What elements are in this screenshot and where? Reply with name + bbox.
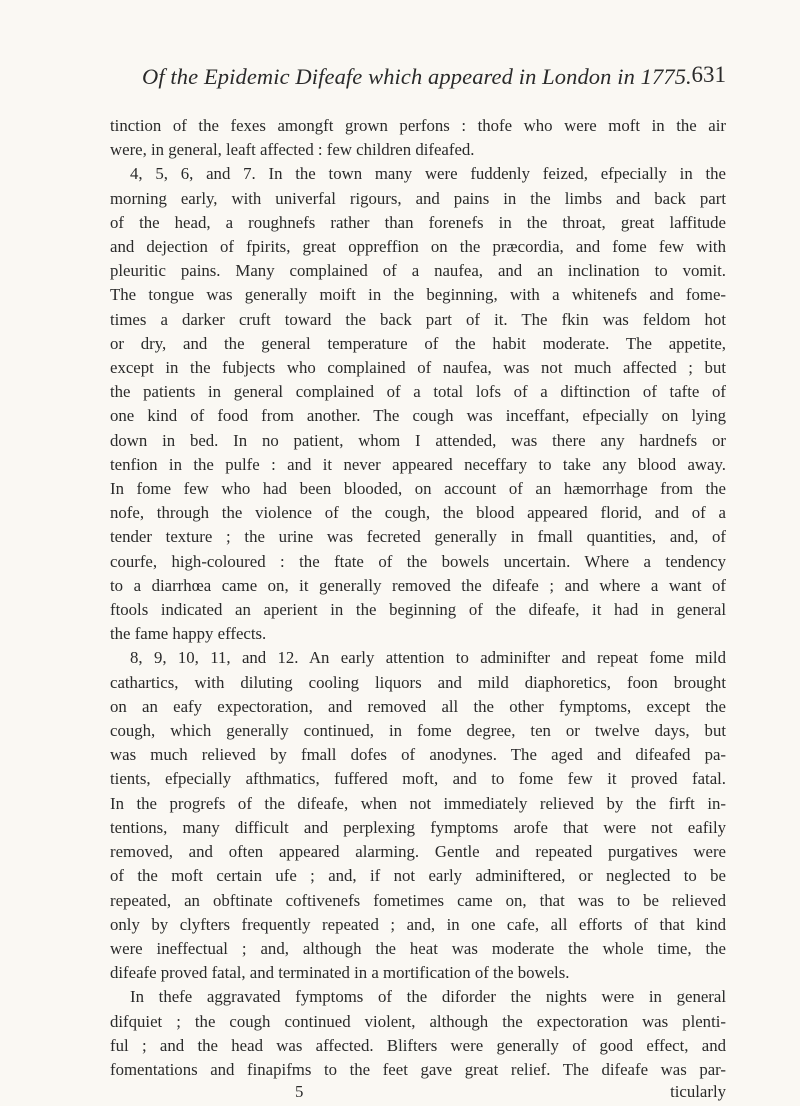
text-line: repeated, an obftinate coftivenefs fometimes came on, that was to be relieved xyxy=(110,890,726,910)
text-line: In fome few who had been blooded, on account of an hæmorrhage from the xyxy=(110,479,726,499)
text-line: only by clyfters frequently repeated ; and, in one cafe, all efforts of that kind xyxy=(110,914,726,934)
text-line: or dry, and the general temperature of the habit moderate. The appetite, xyxy=(110,333,726,353)
text-line: courfe, high-coloured : the ftate of the bowels uncertain. Where a tendency xyxy=(110,551,726,571)
text-line: of the head, a roughnefs rather than forenefs in the throat, great laffitude xyxy=(110,212,726,232)
running-head xyxy=(110,62,726,96)
text-line: were, in general, leaft affected : few children difeafed. xyxy=(110,140,475,160)
text-line: difquiet ; the cough continued violent, although the expectoration was plenti- xyxy=(110,1011,726,1031)
text-line: tinction of the fexes amongft grown perfons : thofe who were moft in the air xyxy=(110,116,726,135)
text-line: cathartics, with diluting cooling liquors and mild diaphoretics, foon brought xyxy=(110,672,726,692)
text-line: 4, 5, 6, and 7. In the town many were fuddenly feized, efpecially in the xyxy=(130,164,726,184)
text-line: ftools indicated an aperient in the beginning of the difeafe, it had in general xyxy=(110,600,726,620)
catchword: ticularly xyxy=(670,1082,726,1102)
text-line: nofe, through the violence of the cough, the blood appeared florid, and of a xyxy=(110,503,726,523)
text-line: was much relieved by fmall dofes of anodynes. The aged and difeafed pa- xyxy=(110,745,726,765)
text-line: except in the fubjects who complained of naufea, was not much affected ; but xyxy=(110,358,726,378)
text-line: The tongue was generally moift in the beginning, with a whitenefs and fome- xyxy=(110,285,726,305)
text-line: down in bed. In no patient, whom I attended, was there any hardnefs or xyxy=(110,430,726,450)
text-line: were ineffectual ; and, although the heat was moderate the whole time, the xyxy=(110,938,726,958)
text-line: of the moft certain ufe ; and, if not early adminiftered, or neglected to be xyxy=(110,866,726,886)
text-line: tentions, many difficult and perplexing fymptoms arofe that were not eafily xyxy=(110,817,726,837)
text-line: tenfion in the pulfe : and it never appeared neceffary to take any blood away. xyxy=(110,454,726,474)
text-line: fomentations and finapifms to the feet gave great relief. The difeafe was par- xyxy=(110,1059,726,1079)
text-line: one kind of food from another. The cough was inceffant, efpecially on lying xyxy=(110,406,726,426)
text-line: tender texture ; the urine was fecreted generally in fmall quantities, and, of xyxy=(110,527,726,547)
text-line: tients, efpecially afthmatics, fuffered moft, and to fome few it proved fatal. xyxy=(110,769,726,789)
text-line: cough, which generally continued, in fome degree, ten or twelve days, but xyxy=(110,721,726,741)
text-line: pleuritic pains. Many complained of a naufea, and an inclination to vomit. xyxy=(110,261,726,281)
text-line: morning early, with univerfal rigours, and pains in the limbs and back part xyxy=(110,188,726,208)
page-number: 631 xyxy=(691,62,726,87)
text-line: 8, 9, 10, 11, and 12. An early attention to adminifter and repeat fome mild xyxy=(130,648,726,668)
text-line: times a darker cruft toward the back part of it. The fkin was feldom hot xyxy=(110,309,726,329)
text-line: the patients in general complained of a total lofs of a diftinction of tafte of xyxy=(110,382,726,402)
text-line: to a diarrhœa came on, it generally removed the difeafe ; and where a want of xyxy=(110,575,726,595)
text-line: and dejection of fpirits, great oppreffion on the præcordia, and fome few with xyxy=(110,237,726,257)
text-line: on an eafy expectoration, and removed all the other fymptoms, except the xyxy=(110,696,726,716)
text-line: the fame happy effects. xyxy=(110,624,267,644)
text-line: removed, and often appeared alarming. Gentle and repeated purgatives were xyxy=(110,842,726,862)
text-line: difeafe proved fatal, and terminated in a mortification of the bowels. xyxy=(110,963,570,983)
text-line: In the progrefs of the difeafe, when not immediately relieved by the firft in- xyxy=(110,793,726,813)
running-title: Of the Epidemic Difeafe which appeared in London in 1775. xyxy=(142,64,692,89)
text-line: In thefe aggravated fymptoms of the diforder the nights were in general xyxy=(130,987,726,1007)
signature-mark: 5 xyxy=(295,1082,304,1102)
page-footer xyxy=(110,1082,726,1106)
text-line: ful ; and the head was affected. Blifters were generally of good effect, and xyxy=(110,1035,726,1055)
body-text xyxy=(110,114,726,1082)
